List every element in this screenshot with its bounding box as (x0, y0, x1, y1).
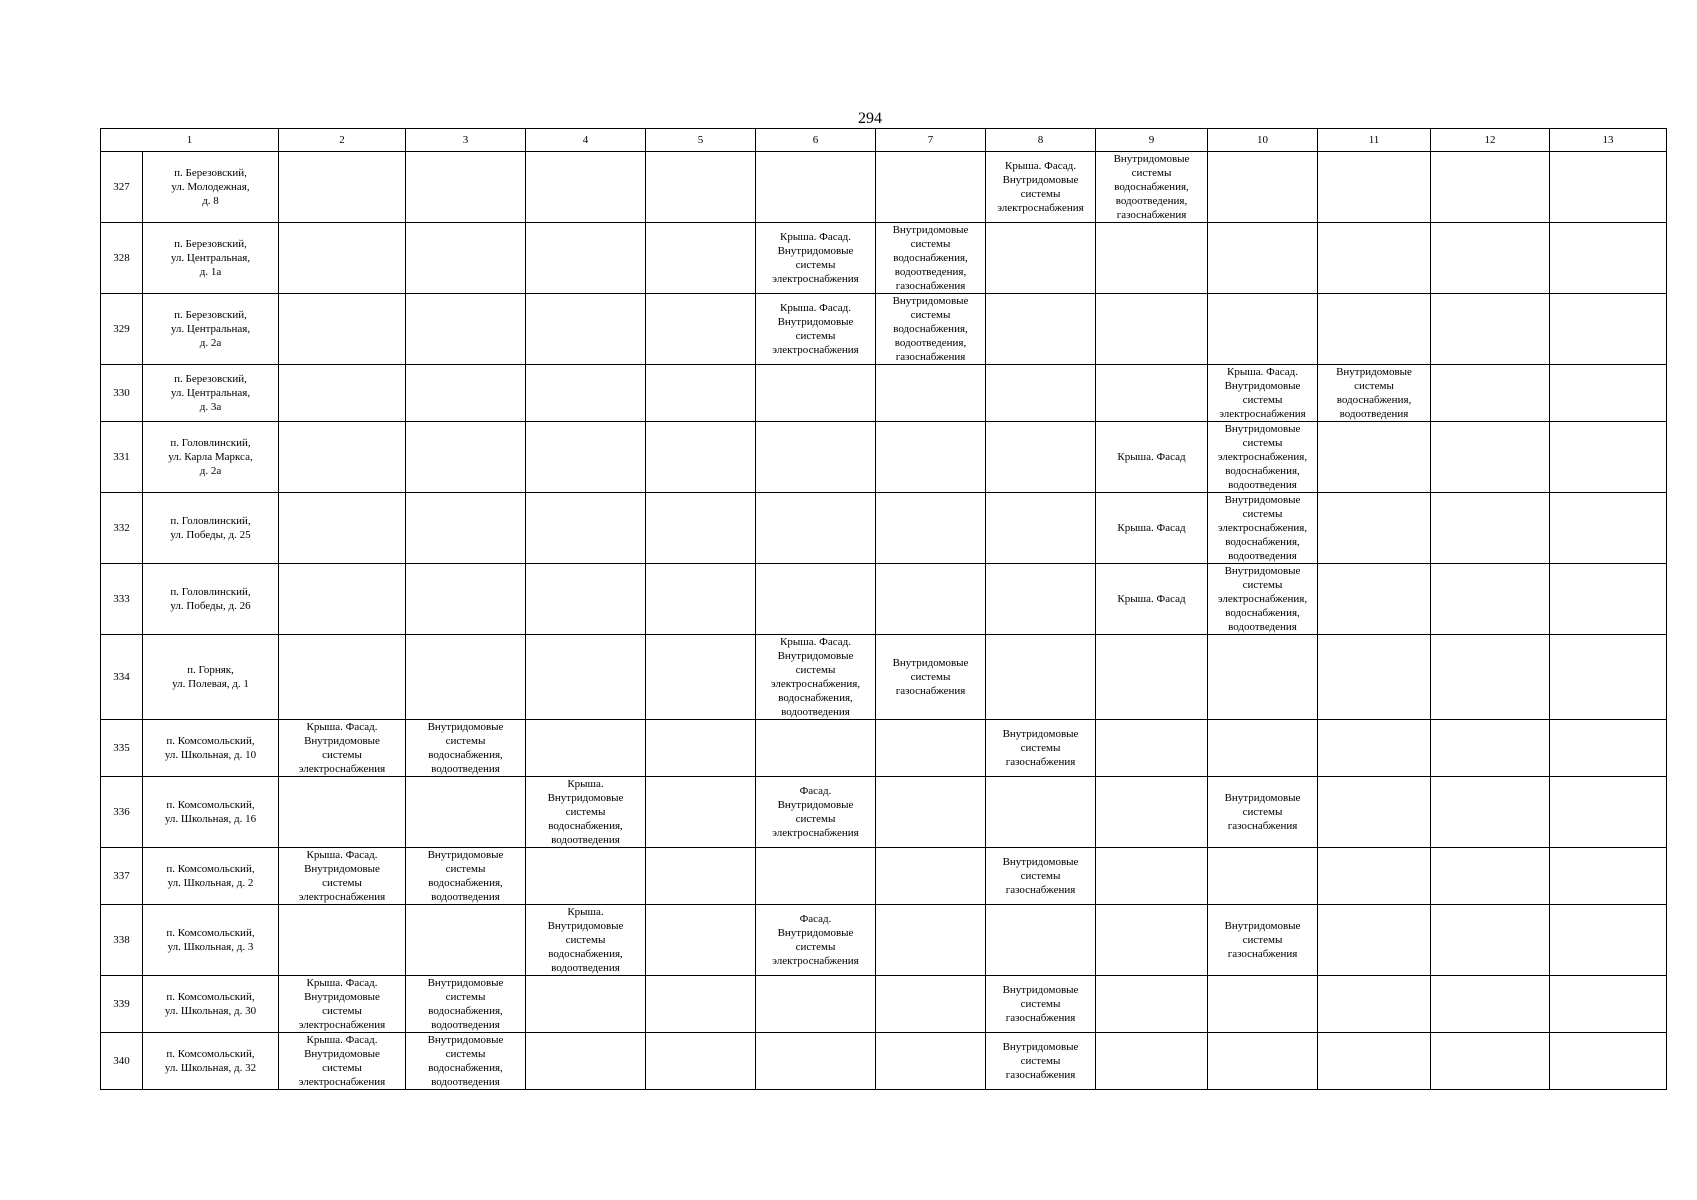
work-type-cell (1550, 635, 1667, 720)
work-type-cell: Внутридомовые системы газоснабжения (986, 848, 1096, 905)
work-type-cell (279, 152, 406, 223)
work-type-cell (986, 905, 1096, 976)
work-type-cell (756, 720, 876, 777)
table-row (101, 294, 1667, 365)
work-type-cell (1431, 294, 1550, 365)
row-number: 331 (101, 422, 143, 493)
work-type-cell (1550, 777, 1667, 848)
work-type-cell: Крыша. Внутридомовые системы водоснабжения, водоотведения (526, 905, 646, 976)
work-type-cell (1096, 720, 1208, 777)
work-type-cell (406, 422, 526, 493)
column-header: 4 (526, 129, 646, 152)
work-type-cell: Фасад. Внутридомовые системы электроснабжения (756, 905, 876, 976)
work-type-cell (1208, 720, 1318, 777)
work-type-cell (1550, 720, 1667, 777)
work-type-cell (406, 365, 526, 422)
work-type-cell (1318, 422, 1431, 493)
row-number: 340 (101, 1033, 143, 1090)
work-type-cell (526, 365, 646, 422)
work-type-cell (646, 223, 756, 294)
column-header: 6 (756, 129, 876, 152)
table-row (101, 976, 1667, 1033)
table-row (101, 720, 1667, 777)
work-type-cell (1431, 223, 1550, 294)
work-type-cell (1431, 365, 1550, 422)
address-cell: п. Березовский, ул. Центральная, д. 2а (143, 294, 279, 365)
row-number: 329 (101, 294, 143, 365)
work-type-cell: Внутридомовые системы водоснабжения, водоотведения, газоснабжения (876, 223, 986, 294)
work-type-cell: Внутридомовые системы газоснабжения (986, 720, 1096, 777)
work-type-cell (526, 493, 646, 564)
work-type-cell (1318, 223, 1431, 294)
work-type-cell (1208, 223, 1318, 294)
table-row (101, 493, 1667, 564)
page-number: 294 (858, 110, 882, 127)
work-type-cell: Внутридомовые системы водоснабжения, водоотведения, газоснабжения (876, 294, 986, 365)
repair-schedule-table (100, 128, 1667, 1090)
work-type-cell (1318, 905, 1431, 976)
work-type-cell (756, 976, 876, 1033)
work-type-cell (279, 223, 406, 294)
address-cell: п. Горняк, ул. Полевая, д. 1 (143, 635, 279, 720)
work-type-cell (406, 294, 526, 365)
work-type-cell (406, 223, 526, 294)
work-type-cell (1318, 1033, 1431, 1090)
work-type-cell (876, 976, 986, 1033)
work-type-cell: Крыша. Фасад. Внутридомовые системы электроснабжения (756, 294, 876, 365)
header-row (101, 129, 1667, 152)
work-type-cell (1550, 905, 1667, 976)
work-type-cell (646, 635, 756, 720)
work-type-cell (1318, 777, 1431, 848)
work-type-cell (646, 905, 756, 976)
work-type-cell (526, 564, 646, 635)
address-cell: п. Головлинский, ул. Победы, д. 25 (143, 493, 279, 564)
work-type-cell (1431, 777, 1550, 848)
work-type-cell (1550, 365, 1667, 422)
row-number: 339 (101, 976, 143, 1033)
work-type-cell: Крыша. Фасад (1096, 422, 1208, 493)
work-type-cell: Крыша. Внутридомовые системы водоснабжения, водоотведения (526, 777, 646, 848)
work-type-cell (876, 365, 986, 422)
work-type-cell: Внутридомовые системы водоснабжения, водоотведения (406, 720, 526, 777)
work-type-cell (986, 635, 1096, 720)
work-type-cell: Внутридомовые системы водоснабжения, водоотведения (406, 1033, 526, 1090)
work-type-cell (1318, 848, 1431, 905)
work-type-cell (526, 848, 646, 905)
work-type-cell (1431, 848, 1550, 905)
column-header: 7 (876, 129, 986, 152)
work-type-cell (279, 777, 406, 848)
row-number: 330 (101, 365, 143, 422)
work-type-cell (1431, 493, 1550, 564)
work-type-cell (1318, 152, 1431, 223)
work-type-cell (526, 720, 646, 777)
table-row (101, 848, 1667, 905)
row-number: 338 (101, 905, 143, 976)
work-type-cell (876, 493, 986, 564)
work-type-cell (406, 905, 526, 976)
row-number: 334 (101, 635, 143, 720)
work-type-cell (1096, 976, 1208, 1033)
work-type-cell (1431, 720, 1550, 777)
address-cell: п. Головлинский, ул. Карла Маркса, д. 2а (143, 422, 279, 493)
work-type-cell (406, 635, 526, 720)
work-type-cell (1550, 848, 1667, 905)
work-type-cell (1208, 1033, 1318, 1090)
work-type-cell (756, 493, 876, 564)
column-header: 2 (279, 129, 406, 152)
work-type-cell (526, 223, 646, 294)
table-row (101, 564, 1667, 635)
work-type-cell (646, 848, 756, 905)
table-row (101, 905, 1667, 976)
address-cell: п. Комсомольский, ул. Школьная, д. 10 (143, 720, 279, 777)
work-type-cell (646, 564, 756, 635)
work-type-cell (526, 635, 646, 720)
column-header: 3 (406, 129, 526, 152)
table-row (101, 152, 1667, 223)
work-type-cell (876, 1033, 986, 1090)
work-type-cell (1096, 848, 1208, 905)
work-type-cell (279, 564, 406, 635)
work-type-cell (756, 848, 876, 905)
work-type-cell: Внутридомовые системы электроснабжения, водоснабжения, водоотведения (1208, 493, 1318, 564)
work-type-cell (986, 223, 1096, 294)
address-cell: п. Головлинский, ул. Победы, д. 26 (143, 564, 279, 635)
work-type-cell: Крыша. Фасад. Внутридомовые системы электроснабжения (279, 720, 406, 777)
work-type-cell (1208, 294, 1318, 365)
work-type-cell (876, 422, 986, 493)
work-type-cell (1431, 905, 1550, 976)
work-type-cell: Внутридомовые системы газоснабжения (986, 976, 1096, 1033)
table-row (101, 1033, 1667, 1090)
work-type-cell: Внутридомовые системы водоснабжения, водоотведения (1318, 365, 1431, 422)
work-type-cell (756, 1033, 876, 1090)
work-type-cell: Крыша. Фасад. Внутридомовые системы электроснабжения (279, 976, 406, 1033)
work-type-cell (986, 294, 1096, 365)
address-cell: п. Березовский, ул. Центральная, д. 3а (143, 365, 279, 422)
column-header: 13 (1550, 129, 1667, 152)
address-cell: п. Комсомольский, ул. Школьная, д. 3 (143, 905, 279, 976)
work-type-cell: Крыша. Фасад. Внутридомовые системы электроснабжения (756, 223, 876, 294)
address-cell: п. Комсомольский, ул. Школьная, д. 2 (143, 848, 279, 905)
work-type-cell (1431, 422, 1550, 493)
work-type-cell (876, 905, 986, 976)
work-type-cell (1550, 152, 1667, 223)
work-type-cell (756, 152, 876, 223)
column-header: 1 (101, 129, 279, 152)
work-type-cell: Фасад. Внутридомовые системы электроснабжения (756, 777, 876, 848)
work-type-cell (1208, 976, 1318, 1033)
work-type-cell (646, 294, 756, 365)
work-type-cell (646, 720, 756, 777)
work-type-cell (1550, 976, 1667, 1033)
work-type-cell (406, 564, 526, 635)
work-type-cell (1431, 1033, 1550, 1090)
work-type-cell: Крыша. Фасад. Внутридомовые системы электроснабжения, водоснабжения, водоотведения (756, 635, 876, 720)
work-type-cell (646, 777, 756, 848)
work-type-cell (1096, 294, 1208, 365)
work-type-cell (876, 848, 986, 905)
row-number: 337 (101, 848, 143, 905)
work-type-cell (1550, 422, 1667, 493)
work-type-cell (876, 152, 986, 223)
work-type-cell (986, 422, 1096, 493)
work-type-cell (1096, 365, 1208, 422)
work-type-cell: Внутридомовые системы газоснабжения (876, 635, 986, 720)
work-type-cell (279, 294, 406, 365)
work-type-cell: Внутридомовые системы водоснабжения, водоотведения (406, 976, 526, 1033)
table-row (101, 223, 1667, 294)
work-type-cell: Внутридомовые системы электроснабжения, водоснабжения, водоотведения (1208, 564, 1318, 635)
work-type-cell (526, 294, 646, 365)
work-type-cell: Крыша. Фасад (1096, 564, 1208, 635)
work-type-cell: Крыша. Фасад (1096, 493, 1208, 564)
work-type-cell (1550, 294, 1667, 365)
table-row (101, 422, 1667, 493)
work-type-cell (646, 493, 756, 564)
work-type-cell (1431, 976, 1550, 1033)
work-type-cell (1096, 777, 1208, 848)
work-type-cell (1550, 1033, 1667, 1090)
work-type-cell (1431, 564, 1550, 635)
work-type-cell (986, 564, 1096, 635)
work-type-cell: Крыша. Фасад. Внутридомовые системы электроснабжения (986, 152, 1096, 223)
column-header: 12 (1431, 129, 1550, 152)
work-type-cell (526, 152, 646, 223)
work-type-cell (756, 564, 876, 635)
work-type-cell (406, 152, 526, 223)
work-type-cell (876, 564, 986, 635)
work-type-cell (1318, 493, 1431, 564)
work-type-cell (526, 422, 646, 493)
work-type-cell (279, 365, 406, 422)
work-type-cell (1318, 635, 1431, 720)
work-type-cell (1550, 564, 1667, 635)
work-type-cell (986, 777, 1096, 848)
table-row (101, 635, 1667, 720)
work-type-cell (1208, 635, 1318, 720)
work-type-cell (1318, 976, 1431, 1033)
column-header: 5 (646, 129, 756, 152)
row-number: 336 (101, 777, 143, 848)
row-number: 332 (101, 493, 143, 564)
work-type-cell: Внутридомовые системы электроснабжения, водоснабжения, водоотведения (1208, 422, 1318, 493)
work-type-cell (1096, 223, 1208, 294)
work-type-cell (279, 493, 406, 564)
work-type-cell (1550, 223, 1667, 294)
work-type-cell: Внутридомовые системы газоснабжения (1208, 777, 1318, 848)
work-type-cell (1431, 152, 1550, 223)
work-type-cell (1208, 152, 1318, 223)
work-type-cell (1318, 564, 1431, 635)
column-header: 8 (986, 129, 1096, 152)
work-type-cell (406, 493, 526, 564)
work-type-cell (526, 1033, 646, 1090)
work-type-cell (646, 365, 756, 422)
address-cell: п. Комсомольский, ул. Школьная, д. 32 (143, 1033, 279, 1090)
work-type-cell (876, 720, 986, 777)
work-type-cell: Крыша. Фасад. Внутридомовые системы электроснабжения (279, 1033, 406, 1090)
work-type-cell: Внутридомовые системы водоснабжения, водоотведения (406, 848, 526, 905)
work-type-cell (279, 635, 406, 720)
work-type-cell: Внутридомовые системы газоснабжения (1208, 905, 1318, 976)
work-type-cell (1208, 848, 1318, 905)
work-type-cell (756, 422, 876, 493)
work-type-cell (646, 422, 756, 493)
row-number: 328 (101, 223, 143, 294)
work-type-cell (1096, 635, 1208, 720)
row-number: 327 (101, 152, 143, 223)
table-row (101, 365, 1667, 422)
work-type-cell (1431, 635, 1550, 720)
work-type-cell (406, 777, 526, 848)
work-type-cell (1096, 1033, 1208, 1090)
address-cell: п. Березовский, ул. Центральная, д. 1а (143, 223, 279, 294)
work-type-cell (526, 976, 646, 1033)
address-cell: п. Комсомольский, ул. Школьная, д. 16 (143, 777, 279, 848)
work-type-cell: Крыша. Фасад. Внутридомовые системы электроснабжения (279, 848, 406, 905)
row-number: 335 (101, 720, 143, 777)
work-type-cell (986, 365, 1096, 422)
address-cell: п. Березовский, ул. Молодежная, д. 8 (143, 152, 279, 223)
table-row (101, 777, 1667, 848)
work-type-cell (1550, 493, 1667, 564)
column-header: 10 (1208, 129, 1318, 152)
work-type-cell (646, 152, 756, 223)
work-type-cell (986, 493, 1096, 564)
work-type-cell (279, 905, 406, 976)
work-type-cell (1096, 905, 1208, 976)
column-header: 11 (1318, 129, 1431, 152)
work-type-cell (646, 976, 756, 1033)
work-type-cell: Внутридомовые системы газоснабжения (986, 1033, 1096, 1090)
address-cell: п. Комсомольский, ул. Школьная, д. 30 (143, 976, 279, 1033)
work-type-cell: Внутридомовые системы водоснабжения, водоотведения, газоснабжения (1096, 152, 1208, 223)
work-type-cell: Крыша. Фасад. Внутридомовые системы электроснабжения (1208, 365, 1318, 422)
row-number: 333 (101, 564, 143, 635)
work-type-cell (279, 422, 406, 493)
work-type-cell (646, 1033, 756, 1090)
work-type-cell (876, 777, 986, 848)
column-header: 9 (1096, 129, 1208, 152)
work-type-cell (1318, 294, 1431, 365)
work-type-cell (1318, 720, 1431, 777)
work-type-cell (756, 365, 876, 422)
